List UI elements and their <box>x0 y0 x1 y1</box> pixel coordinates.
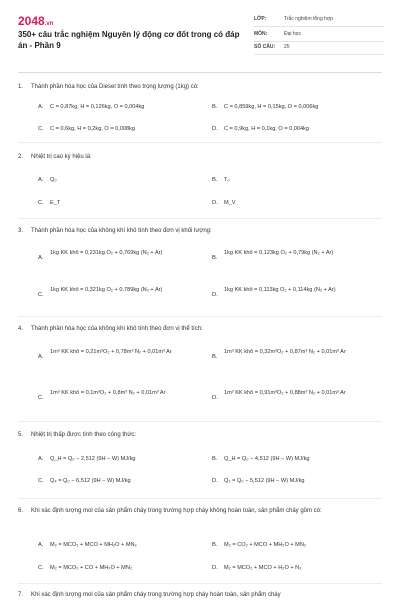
meta-row-count <box>254 42 384 55</box>
option-letter: D. <box>212 565 218 571</box>
option-text: M₂ = CO₂ + MCO + MH₂O + MN₂ <box>224 542 307 548</box>
question-separator <box>18 498 382 499</box>
option-text: M₂ = MCO₂ + MCO + H₂O + N₂ <box>224 565 302 571</box>
logo-tld: .vn <box>44 21 54 27</box>
option-text: 1m³ KK khô = 0,1m³O₂ + 0,8m³ N₂ + 0,01m³ Ar <box>50 390 166 396</box>
option-letter: A. <box>38 255 44 261</box>
option-letter: C. <box>38 395 44 401</box>
meta-value: Đại học <box>284 31 301 37</box>
option-text: M₂ = MCO₂ + MCO + MH₂O + MN₂ <box>50 542 137 548</box>
question-text: Thành phần hóa học của không khí khô tính theo đơn vị thể tích: <box>31 326 203 332</box>
option-letter: C. <box>38 126 44 132</box>
option-text: Q₄ = Q₀ − 6,512 (9H − W) MJ/kg <box>50 478 131 484</box>
option-letter: B. <box>212 542 218 548</box>
option-letter: A. <box>38 542 44 548</box>
option-text: C = 0,9kg, H = 0,1kg, O = 0,004kg <box>224 126 310 132</box>
option-letter: A. <box>38 354 44 360</box>
meta-value: 25 <box>284 44 290 50</box>
meta-label: LỚP: <box>254 16 267 22</box>
question-number: 3. <box>18 228 24 234</box>
meta-row-class <box>254 14 384 27</box>
question-separator <box>18 316 382 317</box>
question-text: Khi xác định lượng mol của sản phẩm cháy trong trường hợp cháy không hoàn toàn, sản phẩm cháy gồm có: <box>31 508 322 514</box>
option-text: 1kg KK khô = 0,231kg O₂ + 0,769kg (N₂ + Ar) <box>50 250 163 256</box>
option-text: 1m³ KK khô = 0,21m³O₂ + 0,78m³ N₂ + 0,01m³ Ar <box>50 349 172 355</box>
question-separator <box>18 583 382 584</box>
option-letter: D. <box>212 126 218 132</box>
question-number: 6. <box>18 508 24 514</box>
option-text: Q₀ <box>50 177 57 183</box>
question-text: Nhiệt trị thấp được tính theo công thức: <box>31 432 137 438</box>
option-text: Q_H = Q₀ − 4,512 (9H − W) MJ/kg <box>224 456 310 462</box>
question-separator <box>18 142 382 143</box>
meta-row-subject <box>254 29 384 42</box>
option-letter: D. <box>212 200 218 206</box>
question-number: 5. <box>18 432 24 438</box>
document-title: 350+ câu trắc nghiệm Nguyên lý động cơ đốt trong có đáp án - Phần 9 <box>18 30 240 50</box>
option-text: M_V <box>224 200 236 206</box>
option-text: C = 0,87kg, H = 0,126kg, O = 0,004kg <box>50 104 145 110</box>
question-text: Thành phần hóa học của không khí khô tính theo đơn vị khối lượng: <box>31 228 212 234</box>
option-letter: C. <box>38 292 44 298</box>
option-text: Q₂ = Q₀ − 5,512 (9H − W) MJ/kg <box>224 478 305 484</box>
option-letter: B. <box>212 177 218 183</box>
option-text: 1m³ KK khô = 0,32m³O₂ + 0,87m³ N₂ + 0,01m³ Ar <box>224 349 346 355</box>
meta-value: Trắc nghiệm tổng hợp <box>284 16 333 22</box>
question-text: Nhiệt trị cao ký hiệu là: <box>31 154 92 160</box>
option-text: Q_H = Q₀ − 2,512 (9H − W) MJ/kg <box>50 456 136 462</box>
option-letter: D. <box>212 292 218 298</box>
question-number: 1. <box>18 84 24 90</box>
option-letter: C. <box>38 565 44 571</box>
question-text: Thành phần hóa học của Diesel tính theo trọng lượng (1kg) có: <box>31 84 199 90</box>
option-text: 1kg KK khô = 0,123kg O₂ + 0,79kg (N₂ + Ar) <box>224 250 334 256</box>
document-header <box>0 0 400 66</box>
option-letter: D. <box>212 395 218 401</box>
logo-text: 2048 <box>18 14 45 28</box>
question-number: 7. <box>18 592 24 598</box>
site-logo[interactable] <box>18 14 53 28</box>
option-letter: A. <box>38 104 44 110</box>
option-text: 1kg KK khô = 0,321kg O₂ + 0,789kg (N₂ + Ar) <box>50 287 163 293</box>
option-letter: B. <box>212 354 218 360</box>
question-text: Khi xác định lượng mol của sản phẩm cháy trong trường hợp cháy hoàn toàn, sản phẩm cháy <box>31 592 281 598</box>
option-letter: A. <box>38 456 44 462</box>
option-text: 1m³ KK khô = 0,91m³O₂ + 0,88m³ N₂ + 0,01m³ Ar <box>224 390 346 396</box>
option-text: T₀ <box>224 177 230 183</box>
question-separator <box>18 421 382 422</box>
meta-label: SỐ CÂU: <box>254 44 276 50</box>
meta-label: MÔN: <box>254 31 268 37</box>
option-text: E_T <box>50 200 61 206</box>
option-letter: A. <box>38 177 44 183</box>
header-divider <box>18 72 382 73</box>
option-text: C = 0,6kg, H = 0,2kg, O = 0,008kg <box>50 126 136 132</box>
option-letter: C. <box>38 478 44 484</box>
option-letter: B. <box>212 456 218 462</box>
option-letter: C. <box>38 200 44 206</box>
option-text: M₂ = MCO₂ + CO + MH₂O + MN₂ <box>50 565 133 571</box>
option-text: 1kg KK khô = 0,113kg O₂ + 0,114kg (N₂ + Ar) <box>224 287 336 293</box>
option-letter: D. <box>212 478 218 484</box>
option-letter: B. <box>212 255 218 261</box>
question-number: 4. <box>18 326 24 332</box>
question-separator <box>18 218 382 219</box>
option-text: C = 0,859kg, H = 0,15kg, O = 0,006kg <box>224 104 319 110</box>
option-letter: B. <box>212 104 218 110</box>
question-number: 2. <box>18 154 24 160</box>
